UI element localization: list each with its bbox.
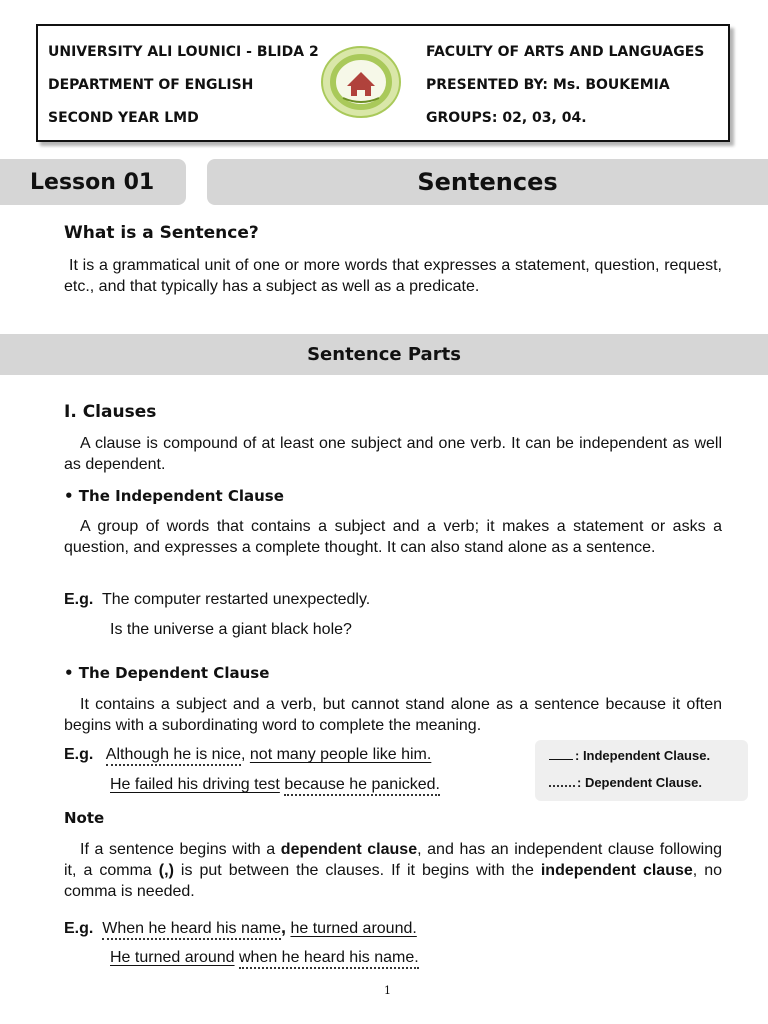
legend-dependent-text: : Dependent Clause.	[577, 775, 702, 790]
presenter-name: Ms. BOUKEMIA	[552, 77, 670, 93]
faculty-name: FACULTY OF ARTS AND LANGUAGES	[426, 44, 705, 60]
note-text-part: , no comma is needed.	[64, 862, 723, 900]
university-seal-icon	[321, 46, 401, 118]
independent-clause: He failed his driving test	[110, 776, 280, 793]
legend-dependent	[549, 775, 702, 790]
dependent-example-1	[64, 746, 431, 764]
comma-mark: ,	[281, 917, 287, 937]
dependent-example-2	[110, 776, 440, 794]
dependent-clause: because he panicked.	[284, 776, 440, 796]
dependent-clause: When he heard his name	[102, 920, 281, 940]
note-bold-term: (,)	[158, 862, 174, 879]
note-example-2	[110, 949, 419, 967]
dotted-underline-sample	[549, 785, 575, 787]
dependent-text: It contains a subject and a verb, but cannot stand alone as a sentence because it often begins with a subordinating word to complete the meaning.	[64, 696, 722, 734]
note-bold-term: independent clause	[540, 862, 693, 879]
independent-example-1	[64, 591, 370, 609]
legend-independent-text: : Independent Clause.	[575, 748, 711, 763]
department-name: DEPARTMENT OF ENGLISH	[48, 77, 254, 93]
independent-text: A group of words that contains a subject and a verb; it makes a statement or asks a question, and expresses a complete thought. It can also stand alone as a sentence.	[64, 518, 722, 556]
eg-label: E.g.	[64, 591, 94, 608]
note-example-1	[64, 917, 417, 938]
eg-label: E.g.	[64, 920, 94, 937]
clause-separator: ,	[241, 746, 250, 763]
dependent-clause: when he heard his name.	[239, 949, 419, 969]
legend-independent	[549, 748, 710, 763]
what-is-heading: What is a Sentence?	[64, 223, 259, 243]
dependent-heading: • The Dependent Clause	[64, 664, 270, 682]
independent-heading: • The Independent Clause	[64, 487, 284, 505]
university-name: UNIVERSITY ALI LOUNICI - BLIDA 2	[48, 44, 319, 60]
eg-label: E.g.	[64, 746, 94, 763]
groups-label: GROUPS:	[426, 110, 498, 126]
note-text-part: is put between the clauses. If it begins with the	[173, 862, 541, 879]
header-box	[36, 24, 730, 142]
independent-clause: He turned around	[110, 949, 235, 966]
independent-clause: not many people like him.	[249, 746, 432, 763]
presented-by	[426, 77, 670, 93]
section-title: Sentence Parts	[0, 334, 768, 375]
note-text	[64, 839, 722, 902]
page-number: 1	[384, 984, 391, 997]
note-heading: Note	[64, 809, 105, 827]
what-is-text: It is a grammatical unit of one or more words that expresses a statement, question, request, etc., and that typically has a subject as well as a predicate.	[64, 257, 722, 295]
note-text-part: If a sentence begins with a	[80, 841, 281, 858]
groups	[426, 110, 587, 126]
clauses-heading: I. Clauses	[64, 402, 157, 422]
lesson-label: Lesson 01	[0, 159, 186, 205]
presented-by-label: PRESENTED BY:	[426, 77, 549, 93]
groups-value: 02, 03, 04.	[502, 110, 587, 126]
independent-example-2: Is the universe a giant black hole?	[110, 621, 352, 638]
note-text-part: , and has an independent clause following it, a comma	[64, 841, 723, 879]
study-year: SECOND YEAR LMD	[48, 110, 199, 126]
clauses-intro: A clause is compound of at least one subject and one verb. It can be independent as well as dependent.	[64, 435, 722, 473]
page-title: Sentences	[207, 159, 768, 205]
independent-clause: he turned around.	[290, 920, 417, 937]
note-bold-term: dependent clause	[280, 841, 418, 858]
underline-legend	[535, 740, 748, 801]
example-sentence: The computer restarted unexpectedly.	[101, 591, 371, 608]
university-logo	[321, 46, 401, 118]
dependent-clause: Although he is nice	[106, 746, 241, 766]
solid-underline-sample	[549, 759, 573, 760]
